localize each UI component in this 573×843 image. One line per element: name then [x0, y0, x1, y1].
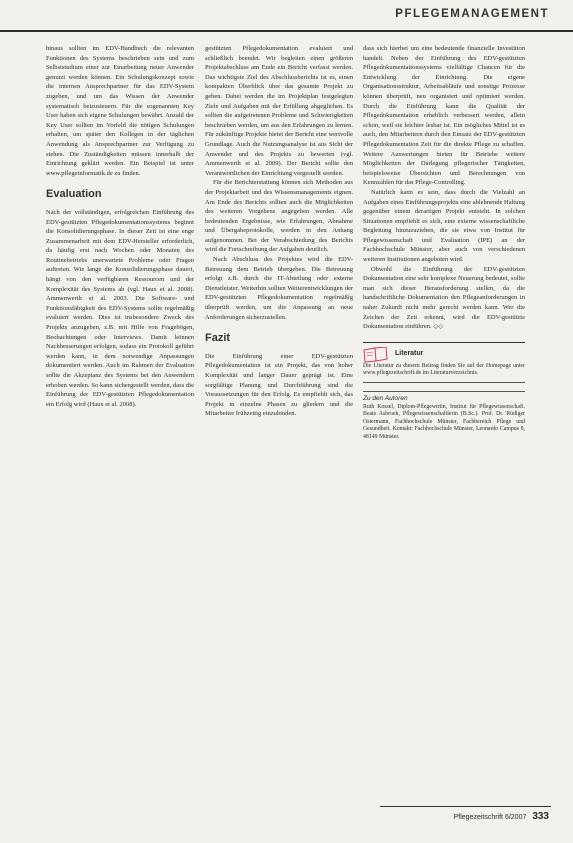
authors-body: Ruth Kossel, Diplom-Pflegewirtin, Institut für Pflegewissenschaft. Beate Asbroek, Pflegewissenschaftlerin (B.Sc.). Prof. Dr. Rüdiger Ostermann, Fachhochschule Münster, Fachbereich Pflege und Gesundheit. Kontakt: Fachhochschule Münster, Leonardo Campus 8, 48149 Münster. [363, 404, 525, 440]
book-icon [363, 347, 389, 363]
page-number: 333 [532, 811, 549, 822]
col1-paragraph-1: hinaus sollten im EDV-Handbuch die relevanten Funktionen des Systems beschrieben sein und zum Selbststudium einer zur Einarbeitung neuer Anwender genutzt werden können. Ein Schulungskonzept sowie die internen Ansprechpartner für das EDV-System zugeben, und um das Wissen der Anwender systematisch beizusteuern. Für die sogenannten Key User haben sich eigene Schulungen bewährt. Anzahl der Key User sollten im Vorfeld die nötigen Schulungen erhalten, um später den Kollegen in der täglichen Anwendung als Ansprechpartner zur Verfügung zu stehen. Die Zuständigkeiten müssen innerhalb der Einrichtung geklärt werden. Ein Beispiel ist unter www.pflegeinformatik.de zu finden. [46, 45, 194, 177]
column-1 [46, 44, 194, 409]
col2-paragraph-2: Für die Berichterstattung können sich Methoden aus der Projektarbeit und des Wissensmanagements eignen. Am Ende des Berichts sollten auch die Möglichkeiten des weiteren Vorgehens angegeben werden. Alle bedeutenden Ergebnisse, wie Erfahrungen, Abnahme und Übergabeprotokolle, werden in den Anhang aufgenommen. Bei der Verabschiedung des Berichts wird die Fortschreibung der Aufgaben deutlich. [205, 179, 353, 254]
col2-paragraph-4: Die Einführung einer EDV-gestützten Pflegedokumentation ist ein Projekt, das von hoher Komplexität und langer Dauer geprägt ist. Eine sorgfältige Planung und Durchführung sind die Voraussetzungen für den Erfolg. Es empfiehlt sich, das Projekt in einzelne Phasen zu gliedern und die Mitarbeiter frühzeitig einzubinden. [205, 352, 353, 418]
col3-paragraph-3: Obwohl die Einführung der EDV-gestützten Dokumentation eine sehr komplexe Neuerung bedeutet, sollte man sich dieser Herausforderung stellen, da die handschriftliche Dokumentation den Pflegeanforderungen in naher Zukunft nicht mehr gerecht werden kann. Wer die Zeichen der Zeit erkennt, wird die EDV-gestützte Dokumentation einführen. ◇◇ [363, 265, 525, 331]
col3-paragraph-2: Natürlich kann es sein, dass durch die Vielzahl an Aufgaben eines Einführungsprojekts eine ablehnende Haltung gegenüber einem derartigen Projekt entsteht. In solchen Situationen empfiehlt es sich, eine externe wissenschaftliche Begleitung hinzuzuziehen, die sie etwa von Institut für Pflegewissenschaft und Evaluation (IPE) an der Fachhochschule Münster, aber auch von verschiedenen weiteren Institutionen angeboten wird. [363, 188, 525, 264]
literatur-body: Die Literatur zu diesem Beitrag finden Sie auf der Homepage unter www.pflegezeitschrift.de im Literaturverzeichnis. [363, 362, 525, 377]
footer-rule [380, 806, 551, 807]
column-2 [205, 44, 353, 419]
col1-paragraph-2: Nach der vollständigen, erfolgreichen Einführung des EDV-gestützten Pflegedokumentationssystems beginnt die Konsolidierungsphase. In dieser Zeit ist eine enge Zusammenarbeit mit dem EDV-Hersteller erforderlich, da häufig erst nach Wochen oder Monaten des Routinebetriebs unerwartete Probleme oder Fragen auftreten. Wie lange die Konsolidierungsphase dauert, hängt von den verfügbaren Ressourcen und der Komplexität des Systems ab (vgl. Haux et al. 2008). Ammenwerth et al. 2003. Die Software- und Funktionsfähigkeit des EDV-Systems sollte regelmäßig evaluiert werden. Dies ist insbesondere Zweck des Projekts anzugeben, z.B. mit Hilfe von Fragebögen, Beobachtungen oder Interviews. Damit können Nachbesserungen erfolgen, sodass ein Protokoll geführt werden kann, in dem notwendige Anpassungen dokumentiert werden. Auch im Rahmen der Evaluation sollte die Akzeptanz des Systems bei den Anwendern erhoben werden. So kann sichergestellt werden, dass die Einführung der EDV-gestützten Pflegedokumentation ein Erfolg wird (Haux et al. 2008). [46, 208, 194, 408]
col2-paragraph-3: Nach Abschluss des Projektes wird die EDV-Betreuung dem Betrieb übergeben. Die Betreuung erfolgt z.B. durch die IT-Abteilung oder externe Dienstleister. Weiterhin sollten Weiterentwicklungen der EDV-gestützten Pflegedokumentation regelmäßig überprüft werden, um die Anpassung an neue Anforderungen sicherzustellen. [205, 256, 353, 321]
col3-paragraph-1: dass sich hierbei um eine bedeutende finanzielle Investition handelt. Neben der Einführung des EDV-gestützten Pflegedokumentationssystems vielfältige Chancen für die Entwicklung der Einrichtung. Die eigene Organisationsstruktur, Arbeitsabläufe und sonstige Prozesse können überprüft, neu organisiert und optimiert werden. Durch die Einführung kann die Qualität der Pflegedokumentation erheblich verbessert werden, allein schon, weil sie leichter lesbar ist. Ein mögliches Mittel ist es auch, den Mitarbeitern durch den Einsatz der EDV-gestützten Pflegedokumentation Zeit für die direkte Pflege zu schaffen. Weitere Auswertungen bieten für Betriebe weitere Möglichkeiten der Darlegung pflegerischer Tätigkeiten, beispielsweise Übersichten und Berechnungen von Kennzahlen für das Pflege-Controlling. [363, 45, 525, 187]
column-3 [363, 44, 525, 441]
literatur-box [363, 342, 525, 383]
authors-title: Zu den Autoren [363, 394, 408, 402]
page-footer [454, 811, 549, 822]
fazit-heading: Fazit [205, 332, 231, 345]
journal-name: Pflegezeitschrift 6/2007 [453, 814, 527, 821]
authors-box [363, 391, 525, 441]
col2-paragraph-1: gestützten Pflegedokumentation evaluiert und schließlich beendet. Wir begleiten einen größeren Projektabschluss am Ende ein Bericht verfasst werden. Das wichtigste Ziel des Abschlussberichts ist es, einen kompakten Überblick über das gesamte Projekt zu geben. Dabei werden die im Projektplan festgelegten Ziele und Aufgaben mit der Erfüllung abgeglichen. Es sollten die aufgetretenen Probleme und Schwierigkeiten beschrieben werden, um aus den Erfahrungen zu lernen. Für zukünftige Projekte bietet der Bericht eine wertvolle Grundlage. Auch die Nutzungsanalyse ist aus Sicht der Anwender und des Projekts zu bewerten (vgl. Ammenwerth et al. 2009). Der Bericht sollte den Verantwortlichen der Einrichtung vorgestellt werden. [205, 45, 353, 177]
section-title: PFLEGEMANAGEMENT [395, 8, 549, 20]
header-rule [0, 30, 573, 32]
evaluation-heading: Evaluation [46, 188, 102, 201]
literatur-title: Literatur [395, 349, 424, 357]
